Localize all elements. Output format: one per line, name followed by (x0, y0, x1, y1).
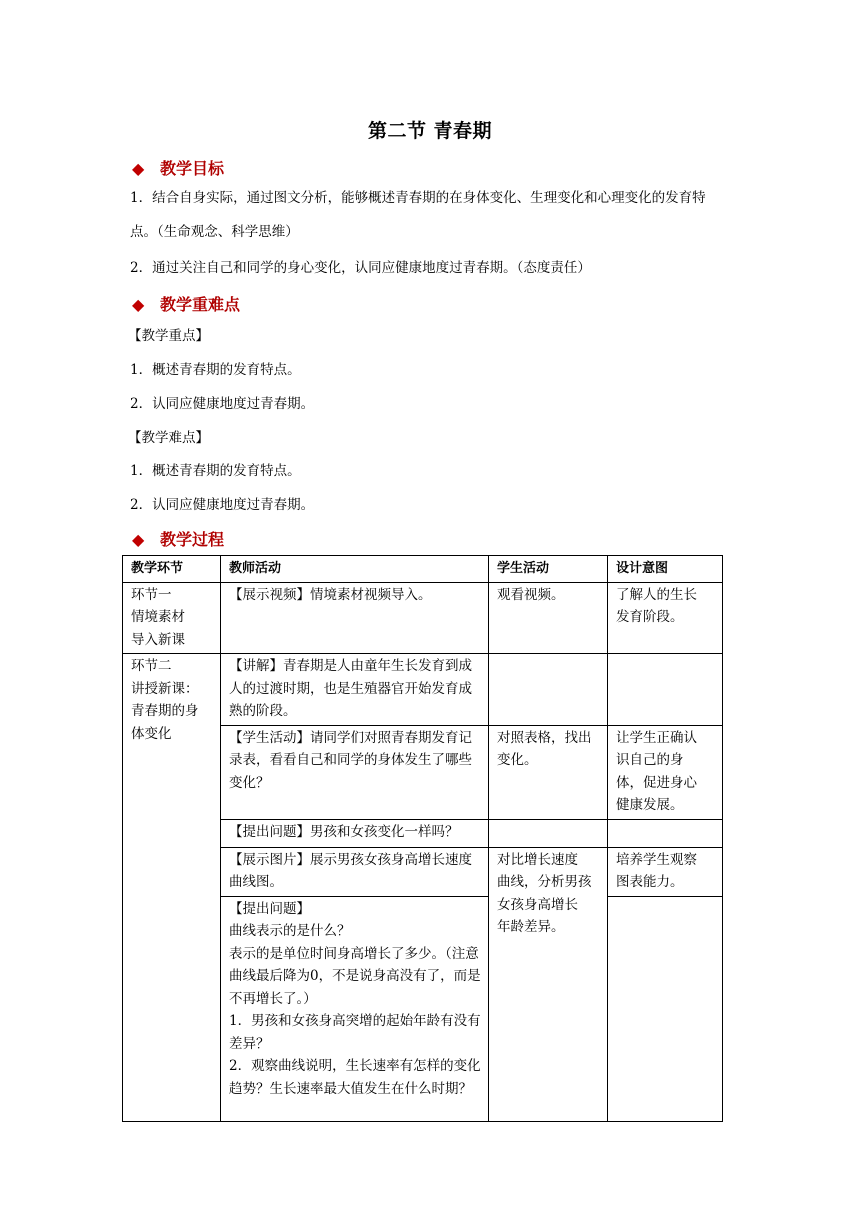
header-design-intent: 设计意图 (608, 556, 723, 583)
teacher-activity-cell: 【讲解】青春期是人由童年生长发育到成人的过渡时期，也是生殖器官开始发育成熟的阶段。 (221, 654, 489, 726)
student-activity-cell (489, 654, 608, 726)
diamond-bullet-icon: ◆ (132, 159, 145, 178)
focus-label: 【教学重点】 (128, 328, 209, 344)
stage-cell: 环节二 讲授新课： 青春期的身 体变化 (123, 654, 221, 1122)
goal-item-2: 2．通过关注自己和同学的身心变化，认同应健康地度过青春期。（态度责任） (130, 260, 591, 276)
design-intent-cell: 了解人的生长 发育阶段。 (608, 582, 723, 654)
teacher-activity-cell: 【展示图片】展示男孩女孩身高增长速度曲线图。 (221, 847, 489, 896)
header-teacher-activity: 教师活动 (221, 556, 489, 583)
table-row (123, 654, 723, 726)
header-student-activity: 学生活动 (489, 556, 608, 583)
design-intent-cell (608, 819, 723, 847)
header-stage: 教学环节 (123, 556, 221, 583)
student-activity-cell: 对比增长速度 曲线，分析男孩 女孩身高增长 年龄差异。 (489, 847, 608, 1121)
difficulty-item-1: 1．概述青春期的发育特点。 (130, 463, 301, 479)
focus-item-2: 2．认同应健康地度过青春期。 (130, 396, 315, 412)
teacher-activity-cell: 【提出问题】 曲线表示的是什么？ 表示的是单位时间身高增长了多少。（注意曲线最后降为0，不是说身高没有了，而是不再增长了。） 1．男孩和女孩身高突增的起始年龄有没有差异？ 2．观察曲线说明，生长速率有怎样的变化趋势？生长速率最大值发生在什么时期？ (221, 896, 489, 1121)
stage-cell: 环节一 情境素材 导入新课 (123, 582, 221, 654)
section-heading-key-points (132, 292, 240, 315)
section-heading-process (132, 527, 224, 550)
section-title-key-points: 教学重难点 (160, 295, 241, 314)
teaching-process-table (122, 555, 723, 1122)
diamond-bullet-icon: ◆ (132, 295, 145, 314)
section-title-process: 教学过程 (160, 530, 225, 549)
teacher-activity-cell: 【展示视频】情境素材视频导入。 (221, 582, 489, 654)
design-intent-cell (608, 654, 723, 726)
design-intent-cell: 培养学生观察 图表能力。 (608, 847, 723, 896)
design-intent-cell: 让学生正确认 识自己的身 体，促进身心 健康发展。 (608, 725, 723, 819)
student-activity-cell: 观看视频。 (489, 582, 608, 654)
design-intent-cell (608, 896, 723, 1121)
student-activity-cell (489, 819, 608, 847)
teacher-activity-cell: 【提出问题】男孩和女孩变化一样吗？ (221, 819, 489, 847)
difficulty-item-2: 2．认同应健康地度过青春期。 (130, 497, 315, 513)
focus-item-1: 1．概述青春期的发育特点。 (130, 362, 301, 378)
section-title-goals: 教学目标 (160, 159, 225, 178)
student-activity-cell: 对照表格，找出 变化。 (489, 725, 608, 819)
table-row (123, 582, 723, 654)
diamond-bullet-icon: ◆ (132, 530, 145, 549)
table-header-row (123, 556, 723, 583)
page-title: 第二节 青春期 (367, 120, 493, 142)
goal-item-1: 1．结合自身实际，通过图文分析，能够概述青春期的在身体变化、生理变化和心理变化的发育特点。（生命观念、科学思维） (130, 190, 706, 240)
section-heading-goals (132, 156, 224, 179)
difficulty-label: 【教学难点】 (128, 430, 209, 446)
teacher-activity-cell: 【学生活动】请同学们对照青春期发育记录表，看看自己和同学的身体发生了哪些变化？ (221, 725, 489, 819)
